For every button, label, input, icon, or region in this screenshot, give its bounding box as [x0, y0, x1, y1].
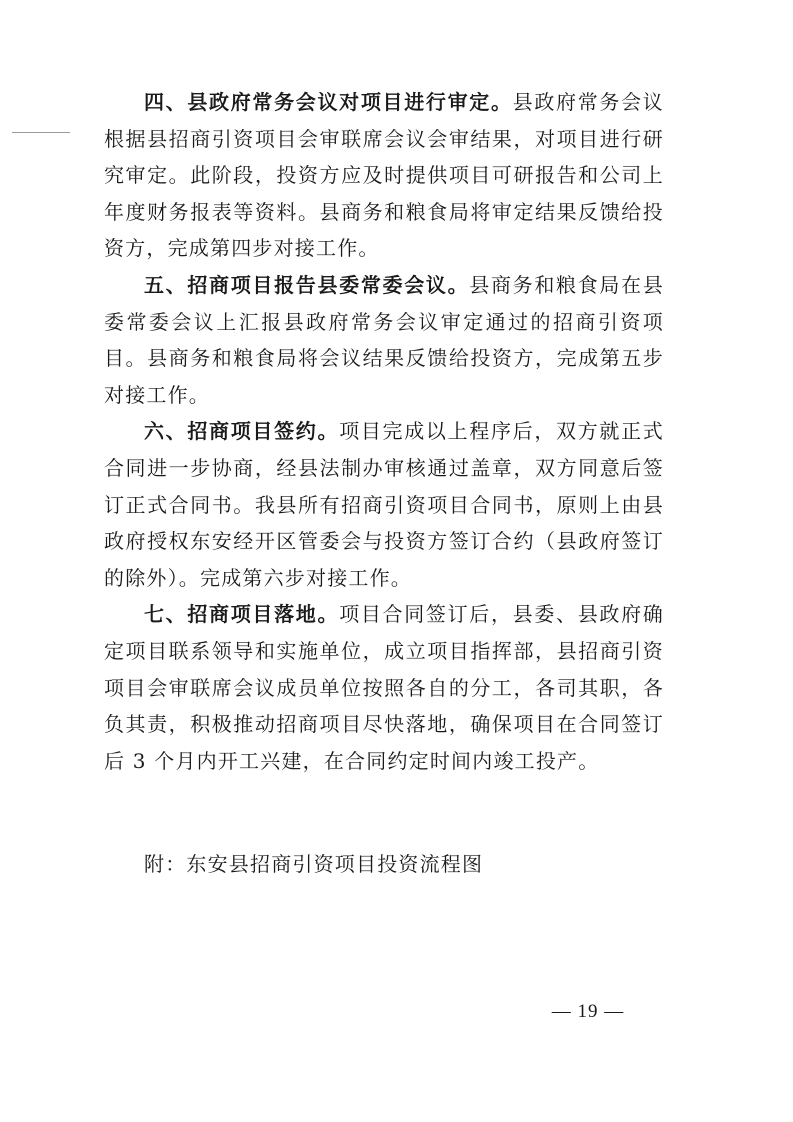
section-6-heading: 六、招商项目签约。 — [144, 419, 340, 444]
section-4-heading: 四、县政府常务会议对项目进行审定。 — [144, 90, 513, 114]
section-7-heading: 七、招商项目落地。 — [144, 602, 340, 627]
scan-edge-mark — [12, 132, 70, 133]
section-6 — [104, 413, 664, 596]
section-4 — [104, 84, 664, 267]
section-7 — [104, 596, 664, 779]
section-7-body: 项目合同签订后，县委、县政府确定项目联系领导和实施单位，成立项目指挥部，县招商引资项目会审联席会议成员单位按照各自的分工，各司其职，各负其责，积极推动招商项目尽快落地，确保项目在合同签订后 3 个月内开工兴建，在合同约定时间内竣工投产。 — [104, 602, 664, 773]
page-number: — 19 — — [551, 1001, 625, 1022]
section-5 — [104, 267, 664, 413]
section-5-body: 县商务和粮食局在县委常委会议上汇报县政府常务会议审定通过的招商引资项目。县商务和粮食局将会议结果反馈给投资方，完成第五步对接工作。 — [104, 272, 664, 407]
section-5-heading: 五、招商项目报告县委常委会议。 — [144, 272, 470, 297]
section-4-body: 县政府常务会议根据县招商引资项目会审联席会议会审结果，对项目进行研究审定。此阶段，投资方应及时提供项目可研报告和公司上年度财务报表等资料。县商务和粮食局将审定结果反馈给投资方，完成第四步对接工作。 — [104, 90, 664, 261]
document-body — [104, 84, 664, 779]
section-6-body: 项目完成以上程序后，双方就正式合同进一步协商，经县法制办审核通过盖章，双方同意后签订正式合同书。我县所有招商引资项目合同书，原则上由县政府授权东安经开区管委会与投资方签订合约（县政府签订的除外）。完成第六步对接工作。 — [104, 419, 664, 590]
attachment-note: 附：东安县招商引资项目投资流程图 — [144, 852, 484, 876]
